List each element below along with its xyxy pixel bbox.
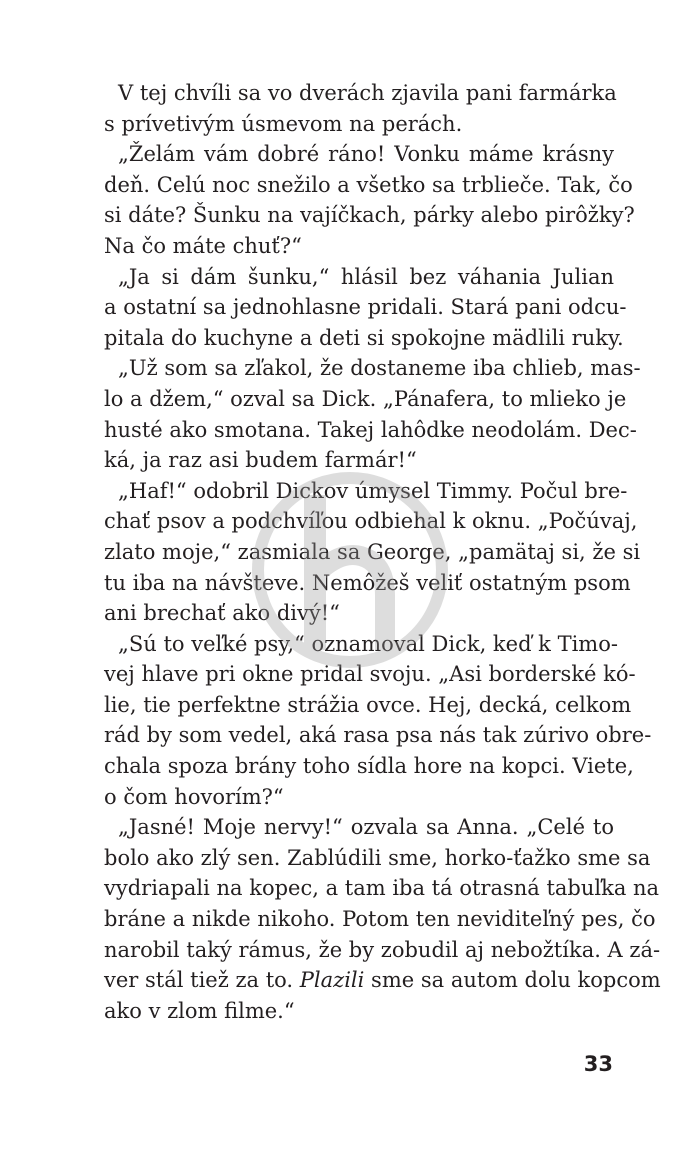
text-line: zlato moje,“ zasmiala sa George, „pamätaj si, že si: [104, 539, 641, 564]
text-line: vydriapali na kopec, a tam iba tá otrasná tabuľka na: [104, 876, 660, 901]
text-line: bráne a nikde nikoho. Potom ten neviditeľný pes, čo: [104, 907, 656, 932]
text-line: „Ja si dám šunku,“ hlásil bez váhania Julian: [118, 264, 614, 289]
text-line: ako v zlom filme.“: [104, 998, 295, 1023]
text-line: chala spoza brány toho sídla hore na kopci. Viete,: [104, 754, 634, 779]
text-line: vej hlave pri okne pridal svoju. „Asi borderské kó-: [104, 662, 636, 687]
text-line: tu iba na návšteve. Nemôžeš veliť ostatným psom: [104, 570, 631, 595]
text-line: „Želám vám dobré ráno! Vonku máme krásny: [118, 142, 614, 167]
text-line: lo a džem,“ ozval sa Dick. „Pánafera, to mlieko je: [104, 386, 627, 411]
text-line: rád by som vedel, aká rasa psa nás tak zúrivo obre-: [104, 723, 652, 748]
text-line: „Jasné! Moje nervy!“ ozvala sa Anna. „Celé to: [118, 815, 614, 840]
text-line: V tej chvíli sa vo dverách zjavila pani farmárka: [118, 81, 617, 105]
text-line: lie, tie perfektne strážia ovce. Hej, decká, celkom: [104, 692, 632, 717]
page-body-text: [104, 78, 661, 1026]
page-number: 33: [583, 1052, 613, 1076]
text-line: s prívetivým úsmevom na perách.: [104, 111, 463, 136]
italic-word: Plazili: [299, 968, 365, 993]
text-line: chať psov a podchvíľou odbiehal k oknu. „Počúvaj,: [104, 509, 638, 534]
text-line: „Už som sa zľakol, že dostaneme iba chlieb, mas-: [118, 356, 641, 381]
text-line: ká, ja raz asi budem farmár!“: [104, 448, 417, 473]
text-line: o čom hovorím?“: [104, 784, 284, 809]
text-line: si dáte? Šunku na vajíčkach, párky alebo pirôžky?: [104, 203, 635, 228]
text-line: pitala do kuchyne a deti si spokojne mädlili ruky.: [104, 325, 624, 350]
text-line: a ostatní sa jednohlasne pridali. Stará pani odcu-: [104, 295, 627, 320]
text-line: narobil taký rámus, že by zobudil aj nebožtíka. A zá-: [104, 937, 661, 962]
text-line: ver stál tiež za to. Plazili sme sa autom dolu kopcom: [104, 968, 661, 993]
text-line: Na čo máte chuť?“: [104, 233, 302, 258]
text-line: ani brechať ako divý!“: [104, 601, 340, 626]
text-line: husté ako smotana. Takej lahôdke neodolám. Dec-: [104, 417, 637, 442]
text-line: deň. Celú noc snežilo a všetko sa trblieče. Tak, čo: [104, 172, 633, 197]
text-line: „Haf!“ odobril Dickov úmysel Timmy. Počul bre-: [118, 478, 628, 503]
text-line: „Sú to veľké psy,“ oznamoval Dick, keď k Timo-: [118, 631, 618, 656]
text-line: bolo ako zlý sen. Zablúdili sme, horko-ťažko sme sa: [104, 845, 651, 870]
